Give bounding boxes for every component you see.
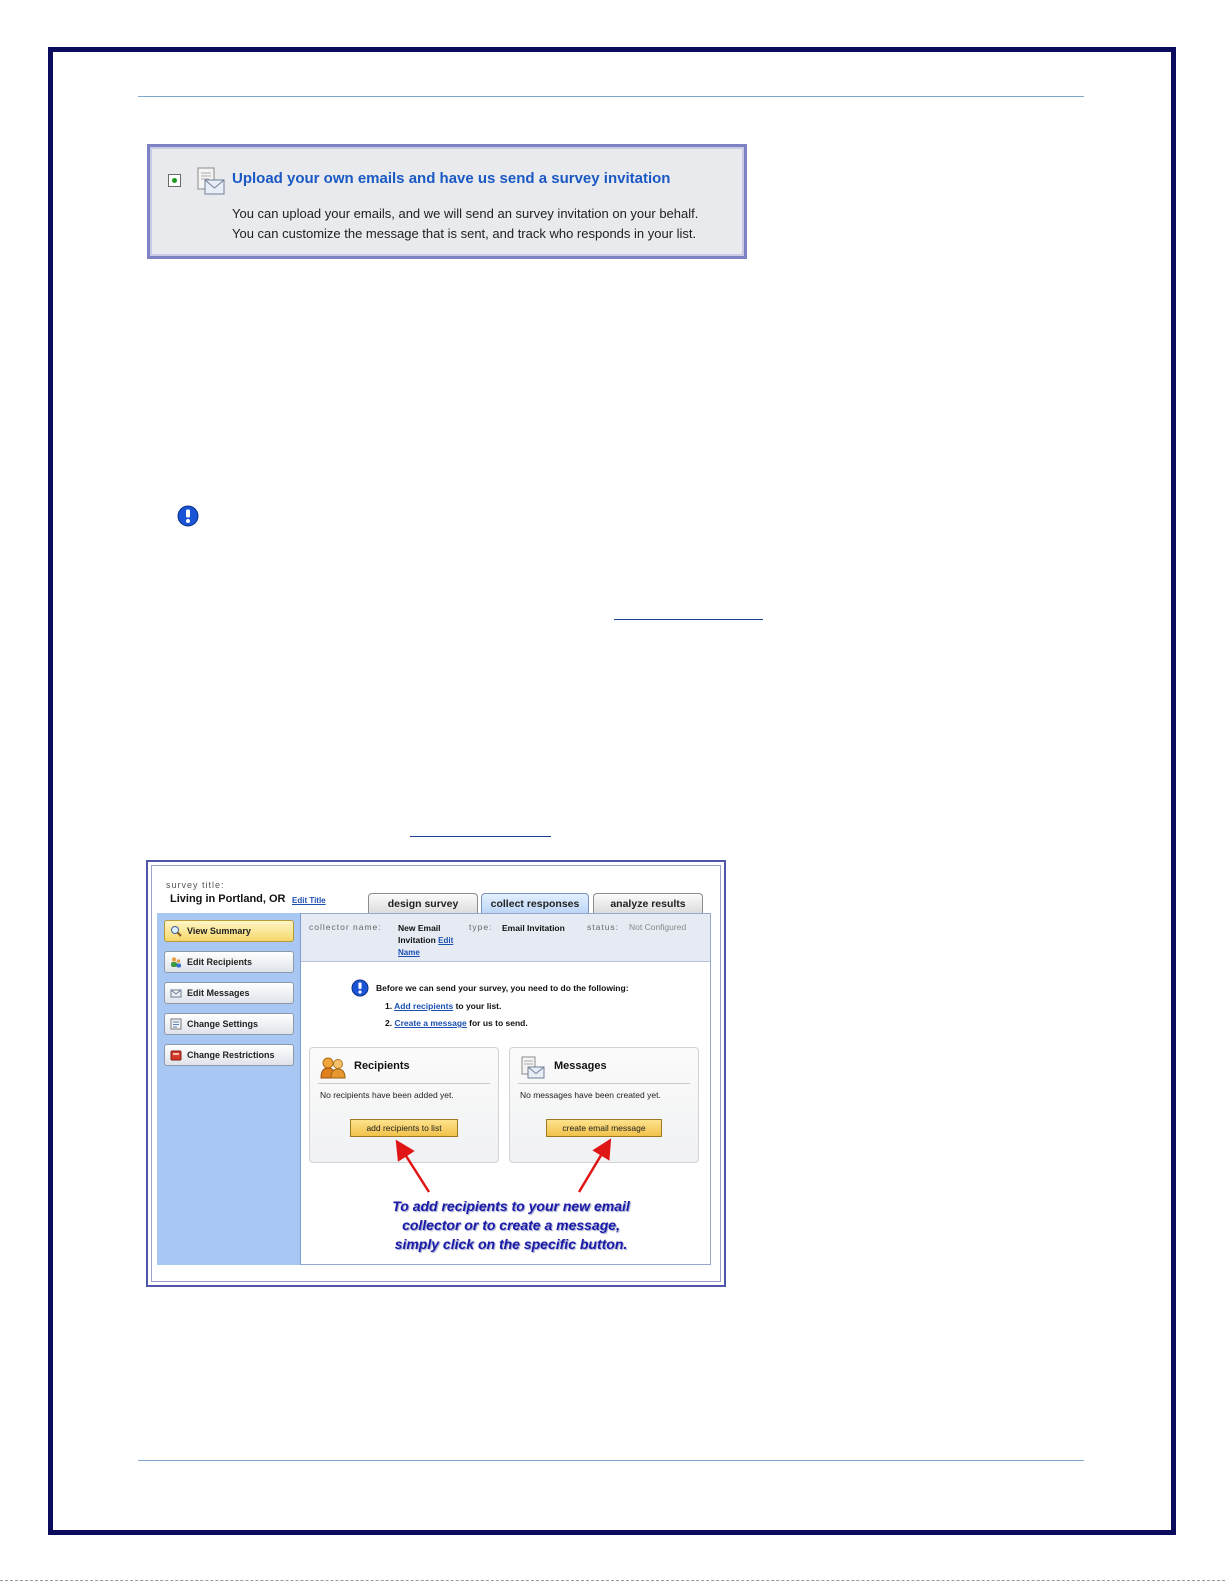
page-cut-edge bbox=[0, 1580, 1225, 1581]
collector-sidebar bbox=[157, 913, 301, 1265]
messages-empty-text: No messages have been created yet. bbox=[520, 1090, 661, 1100]
edit-name-link[interactable]: Edit bbox=[438, 936, 454, 945]
restrictions-icon bbox=[170, 1049, 182, 1061]
footer-rule bbox=[138, 1460, 1084, 1461]
upload-option-description bbox=[232, 204, 698, 244]
change-restrictions-label: Change Restrictions bbox=[187, 1050, 275, 1060]
collector-name-line-1: New Email bbox=[398, 923, 441, 933]
survey-title-label: survey title: bbox=[166, 880, 225, 890]
header-rule bbox=[138, 96, 1084, 97]
upload-option-title[interactable]: Upload your own emails and have us send a survey invitation bbox=[232, 170, 671, 187]
step-2-text: for us to send. bbox=[469, 1018, 528, 1028]
step-1-number: 1. bbox=[385, 1001, 393, 1011]
email-upload-icon bbox=[196, 167, 226, 197]
create-email-message-button[interactable]: create email message bbox=[546, 1119, 662, 1137]
magnifier-icon bbox=[170, 925, 182, 937]
collector-status-value: Not Configured bbox=[629, 922, 687, 932]
collector-name-label: collector name: bbox=[309, 922, 382, 932]
edit-name-link-2[interactable]: Name bbox=[398, 948, 420, 957]
instruction-callout bbox=[351, 1197, 671, 1254]
tab-design-survey[interactable]: design survey bbox=[368, 893, 478, 913]
edit-title-link[interactable]: Edit Title bbox=[292, 896, 326, 905]
create-message-link[interactable]: Create a message bbox=[394, 1018, 467, 1028]
edit-recipients-button[interactable] bbox=[164, 951, 294, 973]
upload-option-panel bbox=[147, 144, 747, 259]
collector-type-value: Email Invitation bbox=[502, 923, 565, 933]
tab-collect-responses[interactable]: collect responses bbox=[481, 893, 589, 913]
collector-window bbox=[151, 865, 721, 1282]
upload-option-desc-line-1: You can upload your emails, and we will send an survey invitation on your behalf. bbox=[232, 206, 699, 221]
link-underline[interactable] bbox=[410, 836, 551, 837]
messages-title: Messages bbox=[554, 1060, 607, 1072]
callout-line-2: collector or to create a message, bbox=[402, 1217, 620, 1233]
steps-intro: Before we can send your survey, you need to do the following: bbox=[376, 983, 629, 993]
collector-type-label: type: bbox=[469, 922, 493, 932]
survey-title: Living in Portland, OR bbox=[170, 893, 286, 905]
upload-option-radio[interactable] bbox=[168, 174, 181, 187]
arrow-to-message-button bbox=[579, 1147, 606, 1192]
step-2-number: 2. bbox=[385, 1018, 393, 1028]
callout-line-1: To add recipients to your new email bbox=[392, 1198, 630, 1214]
view-summary-button[interactable] bbox=[164, 920, 294, 942]
collector-status-label: status: bbox=[587, 922, 620, 932]
arrow-to-recipients-button bbox=[401, 1148, 429, 1192]
upload-option-desc-line-2: You can customize the message that is sent, and track who responds in your list. bbox=[232, 226, 697, 241]
collector-main-panel bbox=[301, 913, 711, 1265]
tab-analyze-results[interactable]: analyze results bbox=[593, 893, 703, 913]
add-recipients-link[interactable]: Add recipients bbox=[394, 1001, 454, 1011]
change-restrictions-button[interactable] bbox=[164, 1044, 294, 1066]
collector-screenshot bbox=[146, 860, 726, 1287]
step-1-text: to your list. bbox=[455, 1001, 502, 1011]
page-frame bbox=[48, 47, 1176, 1535]
view-summary-label: View Summary bbox=[187, 926, 251, 936]
link-underline[interactable] bbox=[614, 619, 763, 620]
edit-messages-button[interactable] bbox=[164, 982, 294, 1004]
info-icon bbox=[177, 505, 199, 527]
collector-name-line-2-text: Invitation bbox=[398, 935, 436, 945]
recipients-empty-text: No recipients have been added yet. bbox=[320, 1090, 454, 1100]
change-settings-label: Change Settings bbox=[187, 1019, 259, 1029]
change-settings-button[interactable] bbox=[164, 1013, 294, 1035]
add-recipients-button[interactable]: add recipients to list bbox=[350, 1119, 458, 1137]
edit-messages-label: Edit Messages bbox=[187, 988, 250, 998]
recipients-title: Recipients bbox=[354, 1060, 410, 1072]
settings-icon bbox=[170, 1018, 182, 1030]
callout-line-3: simply click on the specific button. bbox=[394, 1236, 628, 1252]
edit-recipients-label: Edit Recipients bbox=[187, 957, 253, 967]
people-icon bbox=[170, 956, 182, 968]
envelope-icon bbox=[170, 987, 182, 999]
